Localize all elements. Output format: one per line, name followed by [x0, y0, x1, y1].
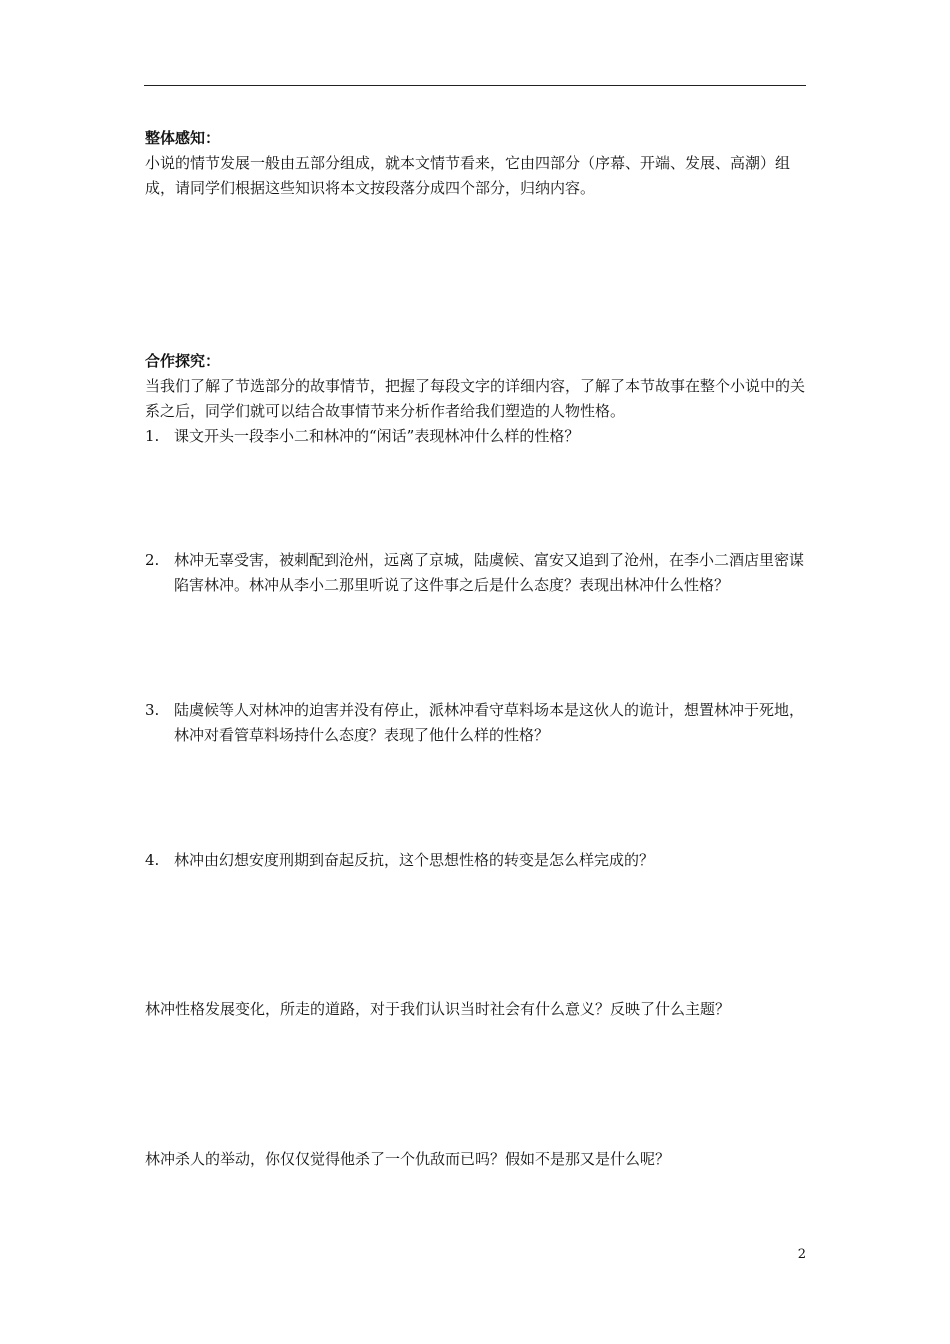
question-text: 课文开头一段李小二和林冲的“闲话”表现林冲什么样的性格？ — [174, 427, 580, 445]
question-number: 4. — [145, 851, 160, 869]
section-body-overall: 小说的情节发展一般由五部分组成，就本文情节看来，它由四部分（序幕、开端、发展、高潮）组成，请同学们根据这些知识将本文按段落分成四个部分，归纳内容。 — [145, 154, 791, 197]
question-1 — [145, 424, 807, 449]
question-text: 林冲由幻想安度刑期到奋起反抗，这个思想性格的转变是怎么样完成的？ — [174, 851, 655, 869]
question-6: 林冲杀人的举动，你仅仅觉得他杀了一个仇敌而已吗？假如不是那又是什么呢？ — [145, 1150, 671, 1168]
section-overall-perception — [145, 126, 807, 201]
question-text: 陆虞候等人对林冲的迫害并没有停止，派林冲看守草料场本是这伙人的诡计，想置林冲于死地，林冲对看管草料场持什么态度？表现了他什么样的性格？ — [174, 701, 805, 744]
header-rule — [144, 85, 806, 86]
question-3 — [145, 698, 807, 748]
section-intro-inquiry: 当我们了解了节选部分的故事情节，把握了每段文字的详细内容，了解了本节故事在整个小说中的关系之后，同学们就可以结合故事情节来分析作者给我们塑造的人物性格。 — [145, 377, 806, 420]
section-cooperative-inquiry — [145, 349, 807, 424]
question-2 — [145, 548, 807, 598]
question-number: 3. — [145, 701, 160, 719]
page-number: 2 — [797, 1247, 806, 1262]
section-heading-overall: 整体感知： — [145, 129, 221, 147]
question-number: 1. — [145, 427, 160, 445]
section-heading-inquiry: 合作探究： — [145, 352, 221, 370]
question-5: 林冲性格发展变化，所走的道路，对于我们认识当时社会有什么意义？反映了什么主题？ — [145, 1000, 731, 1018]
question-4 — [145, 848, 807, 873]
question-text: 林冲无辜受害，被刺配到沧州，远离了京城，陆虞候、富安又追到了沧州，在李小二酒店里密谋陷害林冲。林冲从李小二那里听说了这件事之后是什么态度？表现出林冲什么性格？ — [174, 551, 805, 594]
question-number: 2. — [145, 551, 160, 569]
